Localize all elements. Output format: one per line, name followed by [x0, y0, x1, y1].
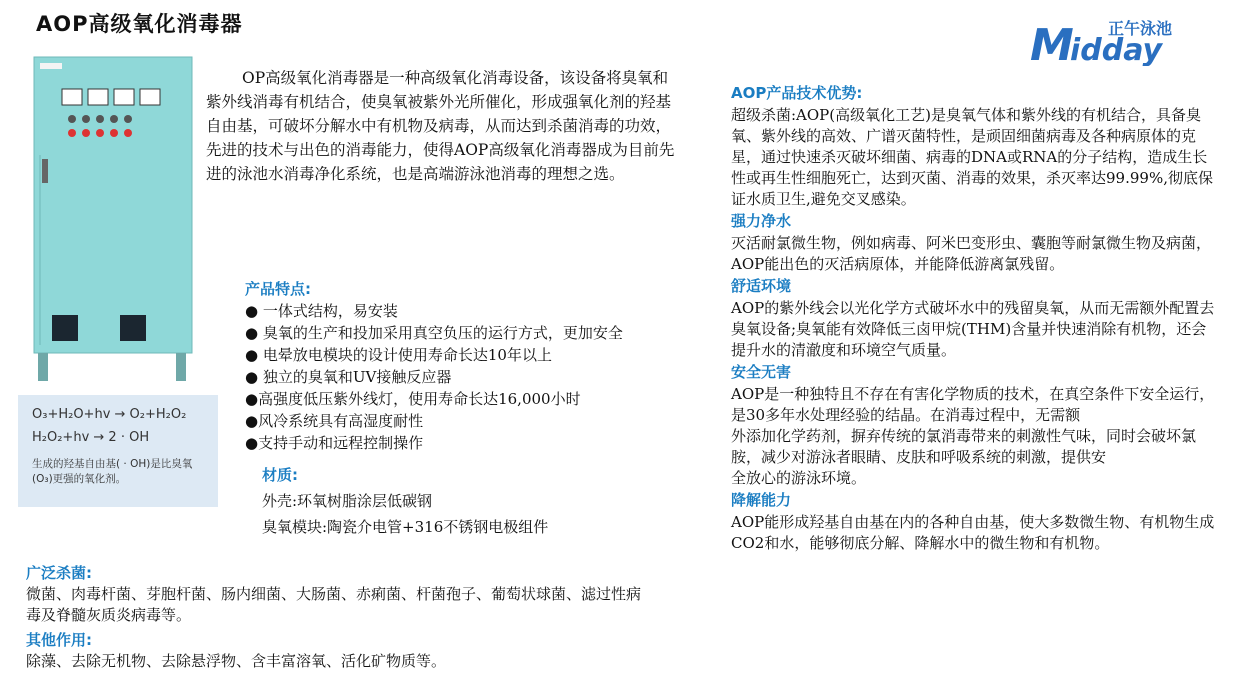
- material-section: [262, 462, 548, 540]
- intro-paragraph: OP高级氧化消毒器是一种高级氧化消毒设备，该设备将臭氧和紫外线消毒有机结合，使臭氧被紫外光所催化，形成强氧化剂的羟基自由基，可破坏分解水中有机物及病毒，从而达到杀菌消毒的功效，先进的技术与出色的消毒能力，使得AOP高级氧化消毒器成为目前先进的泳池水消毒净化系统，也是高端游泳池消毒的理想之选。: [206, 69, 675, 183]
- feature-item: ● 一体式结构，易安装: [245, 302, 398, 320]
- other-text: 除藻、去除无机物、去除悬浮物、含丰富溶氧、活化矿物质等。: [26, 652, 447, 670]
- super-text: 超级杀菌:AOP(高级氧化工艺)是臭氧气体和紫外线的有机结合，具备臭氧、紫外线的高效、广谱灭菌特性，是顽固细菌病毒及各种病原体的克星，通过快速杀灭破坏细菌、病毒的DNA或RNA的分子结构，造成生长性或再生性细胞死亡，达到灭菌、消毒的效果，杀灭率达99.99%,彻底保证水质卫生,避免交叉感染。: [731, 106, 1213, 208]
- broad-heading: 广泛杀菌:: [26, 564, 92, 582]
- comfort-heading: 舒适环境: [731, 277, 792, 295]
- material-module: 臭氧模块:陶瓷介电管+316不锈钢电极组件: [262, 518, 549, 536]
- feature-item: ●风冷系统具有高湿度耐性: [245, 412, 424, 430]
- safe-text-2: 外添加化学药剂，摒弃传统的氯消毒带来的刺激性气味，同时会破坏氯胺，减少对游泳者眼睛、皮肤和呼吸系统的刺激，提供安: [731, 427, 1197, 466]
- features-section: [245, 278, 715, 454]
- feature-item: ● 电晕放电模块的设计使用寿命长达10年以上: [245, 346, 552, 364]
- advantages-heading: AOP产品技术优势:: [731, 84, 863, 102]
- reaction-formula-box: [18, 395, 218, 507]
- purify-heading: 强力净水: [731, 212, 792, 230]
- feature-item: ● 独立的臭氧和UV接触反应器: [245, 368, 452, 386]
- material-shell: 外壳:环氧树脂涂层低碳钢: [262, 492, 433, 510]
- svg-text:M: M: [1030, 20, 1072, 66]
- material-heading: 材质:: [262, 466, 298, 484]
- features-heading: 产品特点:: [245, 280, 311, 298]
- bottom-section: [26, 563, 706, 672]
- page-title: AOP高级氧化消毒器: [36, 12, 243, 36]
- safe-text-3: 全放心的游泳环境。: [731, 469, 867, 487]
- safe-text-1: AOP是一种独特且不存在有害化学物质的技术，在真空条件下安全运行，是30多年水处理经验的结晶。在消毒过程中，无需额: [731, 385, 1215, 424]
- formula-line-2: H₂O₂+hv → 2 · OH: [32, 430, 150, 445]
- aop-cabinet-image: [28, 55, 198, 385]
- other-heading: 其他作用:: [26, 631, 92, 649]
- svg-text:正午泳池: 正午泳池: [1108, 19, 1173, 38]
- purify-text: 灭活耐氯微生物，例如病毒、阿米巴变形虫、囊胞等耐氯微生物及病菌，AOP能出色的灭活病原体，并能降低游离氯残留。: [731, 234, 1212, 273]
- safe-heading: 安全无害: [731, 363, 792, 381]
- formula-line-1: O₃+H₂O+hv → O₂+H₂O₂: [32, 407, 187, 422]
- feature-item: ●支持手动和远程控制操作: [245, 434, 424, 452]
- midday-logo: [1030, 14, 1208, 66]
- broad-text: 微菌、肉毒杆菌、芽胞杆菌、肠内细菌、大肠菌、赤痢菌、杆菌孢子、葡萄状球菌、滤过性病毒及脊髓灰质炎病毒等。: [26, 585, 642, 624]
- formula-note: 生成的羟基自由基( · OH)是比臭氧(O₃)更强的氧化剂。: [32, 458, 193, 485]
- svg-text:idday: idday: [1070, 33, 1163, 66]
- feature-item: ● 臭氧的生产和投加采用真空负压的运行方式，更加安全: [245, 324, 623, 342]
- degrade-text: AOP能形成羟基自由基在内的各种自由基，使大多数微生物、有机物生成CO2和水，能够彻底分解、降解水中的微生物和有机物。: [731, 513, 1215, 552]
- degrade-heading: 降解能力: [731, 491, 792, 509]
- feature-item: ●高强度低压紫外线灯，使用寿命长达16,000小时: [245, 390, 581, 408]
- comfort-text: AOP的紫外线会以光化学方式破坏水中的残留臭氧，从而无需额外配置去臭氧设备;臭氧能有效降低三卤甲烷(THM)含量并快速消除有机物，还会提升水的清澈度和环境空气质量。: [731, 299, 1215, 359]
- advantages-section: [731, 82, 1221, 554]
